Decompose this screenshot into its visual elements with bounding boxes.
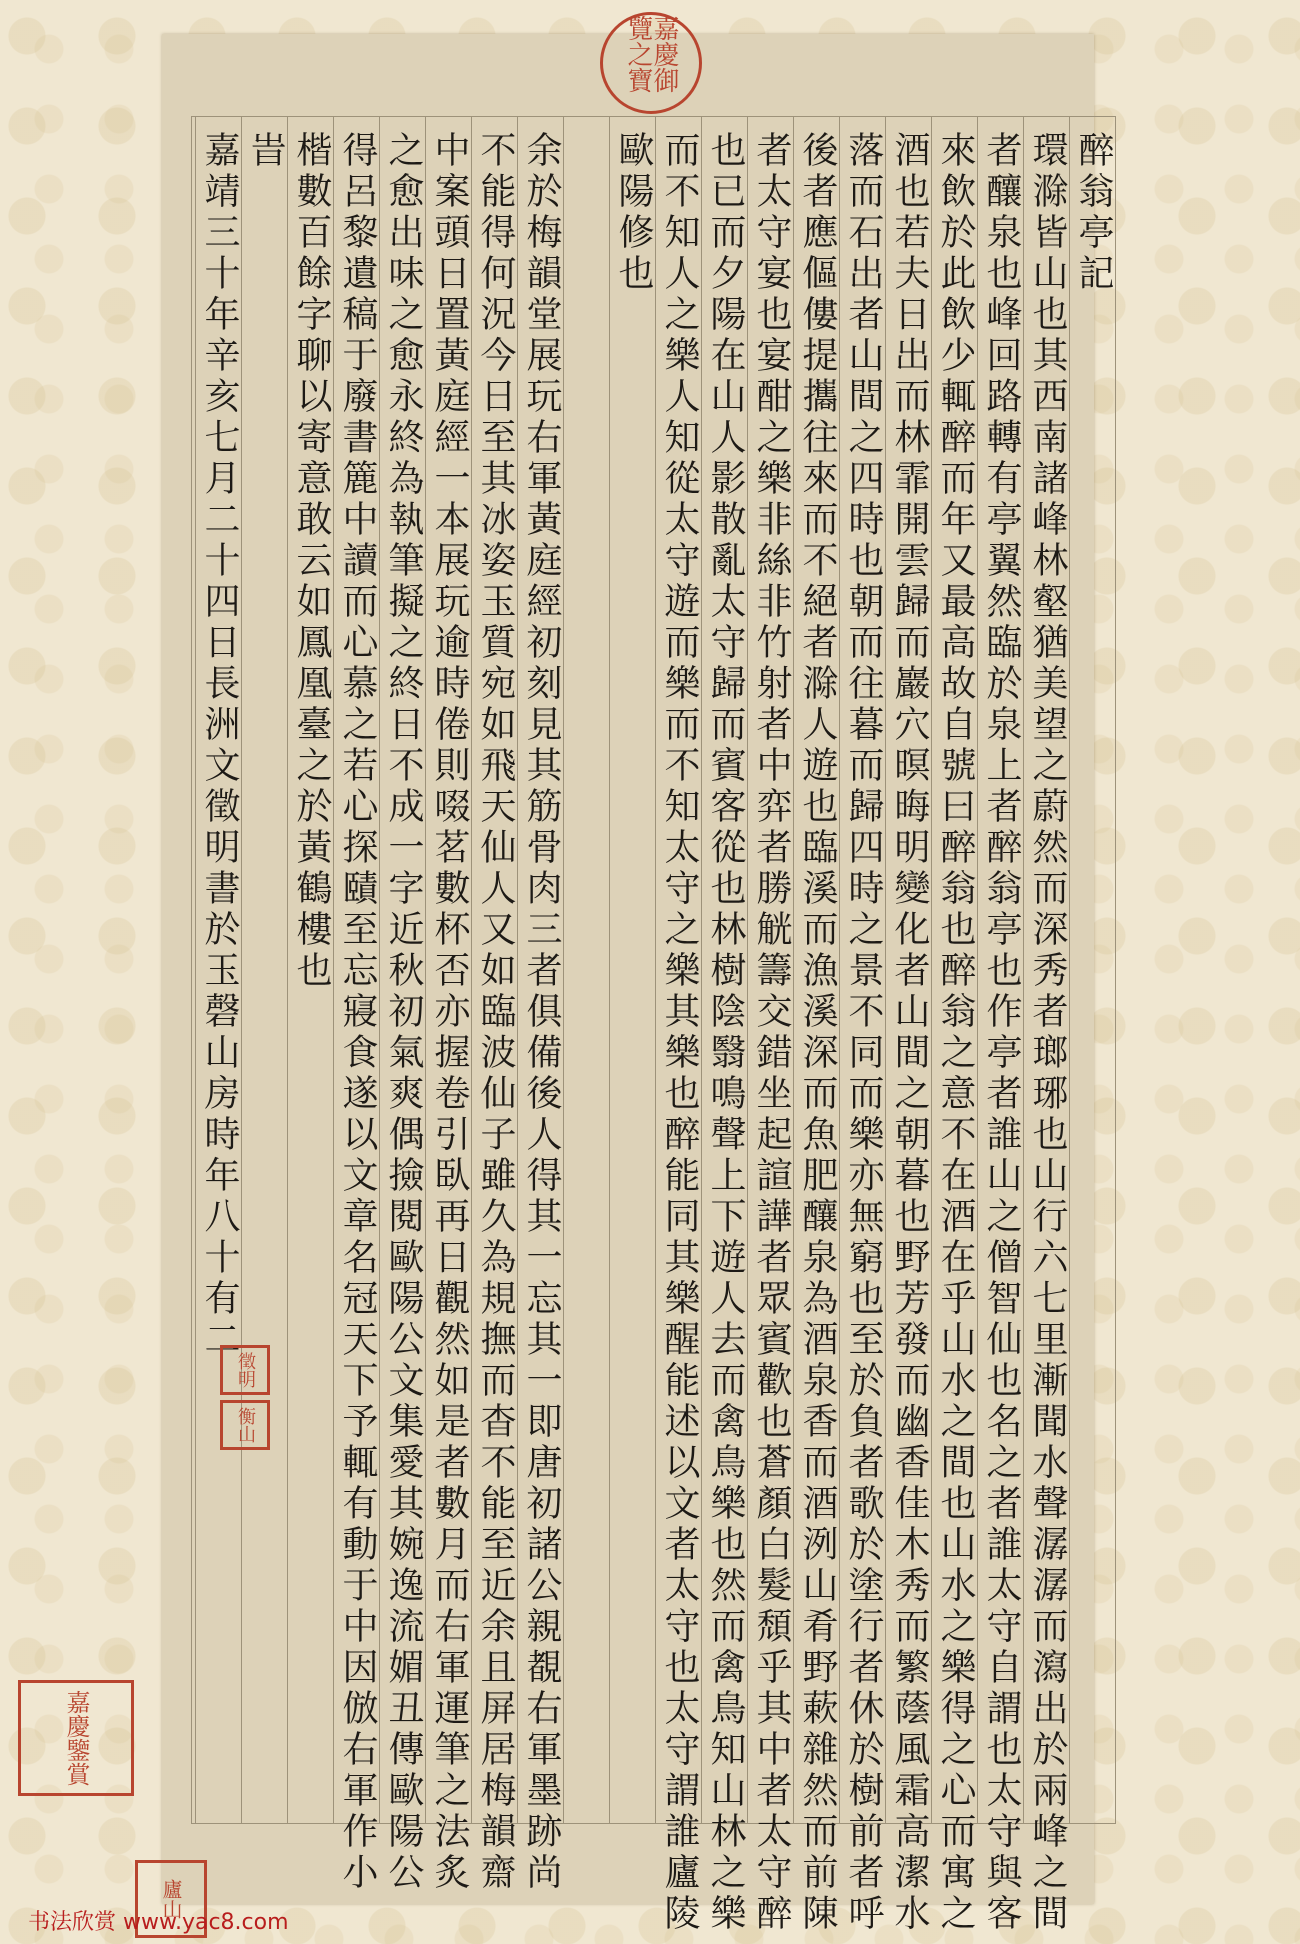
site-watermark: 书法欣赏 www.yac8.com <box>28 1910 289 1935</box>
text-column <box>977 117 1024 1935</box>
text-column <box>701 117 748 1935</box>
column-author: 歐陽修也 <box>613 131 654 295</box>
text-column <box>839 117 886 1935</box>
seal-text: 嘉慶御覽之寶 <box>623 15 679 93</box>
text-column <box>655 117 702 1935</box>
colophon-text: 楷數百餘字聊以寄意敢云如鳳凰臺之於黃鶴樓也 <box>291 131 332 992</box>
text-column <box>471 117 518 1894</box>
seal-text: 廬山 <box>159 1879 183 1919</box>
grid-sheet <box>191 116 1116 1935</box>
seal-text: 衡山 <box>235 1407 256 1443</box>
text-column <box>1069 117 1116 1823</box>
text-column <box>793 117 840 1935</box>
text-column <box>333 117 380 1894</box>
column-text: 落而石出者山間之四時也朝而往暮而歸四時之景不同而樂亦無窮也至於負者歌於塗行者休於樹前者呼 <box>843 131 884 1935</box>
collector-seal <box>18 1680 134 1796</box>
column-text: 環滁皆山也其西南諸峰林壑猶美望之蔚然而深秀者瑯琊也山行六七里漸聞水聲潺潺而瀉出於兩峰之間 <box>1027 131 1068 1935</box>
column-title: 醉翁亭記 <box>1073 131 1114 295</box>
date-mark: 旹 <box>245 131 286 172</box>
column-text: 來飲於此飲少輒醉而年又最高故自號曰醉翁也醉翁之意不在酒在乎山水之間也山水之樂得之心而寓之 <box>935 131 976 1935</box>
column-text: 也已而夕陽在山人影散亂太守歸而賓客從也林樹陰翳鳴聲上下遊人去而禽鳥樂也然而禽鳥知山林之樂 <box>705 131 746 1935</box>
text-column <box>195 117 242 1823</box>
column-text: 者太守宴也宴酣之樂非絲非竹射者中弈者勝觥籌交錯坐起諠譁者眾賓歡也蒼顏白髮頹乎其中者太守醉 <box>751 131 792 1935</box>
text-column <box>931 117 978 1935</box>
seal-text: 嘉慶鑒賞 <box>62 1690 90 1786</box>
text-column <box>609 117 656 1823</box>
text-column <box>241 117 288 1823</box>
column-text: 者釀泉也峰回路轉有亭翼然臨於泉上者醉翁亭也作亭者誰山之僧智仙也名之者誰太守自謂也太守與客 <box>981 131 1022 1935</box>
text-column <box>885 117 932 1935</box>
column-text: 酒也若夫日出而林霏開雲歸而巖穴暝晦明變化者山間之朝暮也野芳發而幽香佳木秀而繁蔭風霜高潔水 <box>889 131 930 1935</box>
colophon-text: 中案頭日置黃庭經一本展玩逾時倦則啜茗數杯否亦握卷引臥再日觀然如是者數月而右軍運筆之法炙 <box>429 131 470 1894</box>
text-column <box>563 117 610 1823</box>
column-text: 後者應傴僂提攜往來而不絕者滁人遊也臨溪而漁溪深而魚肥釀泉為酒泉香而酒洌山肴野蔌雜然而前陳 <box>797 131 838 1935</box>
colophon-text: 得呂黎遺稿于廢書簏中讀而心慕之若心探賾至忘寢食遂以文章名冠天下予輒有動于中因倣右軍作小 <box>337 131 378 1894</box>
signature-line: 嘉靖三十年辛亥七月二十四日長洲文徵明書於玉磬山房時年八十有二 <box>199 131 240 1361</box>
seal-text: 徵明 <box>235 1352 256 1388</box>
text-column <box>287 117 334 1823</box>
colophon-text: 之愈出味之愈永終為執筆擬之終日不成一字近秋初氣爽偶撿閱歐陽公文集愛其婉逸流媚丑傳歐陽公 <box>383 131 424 1894</box>
colophon-text: 不能得何況今日至其冰姿玉質宛如飛天仙人又如臨波仙子雖久為規撫而杳不能至近余且屏居梅韻齋 <box>475 131 516 1894</box>
text-column <box>379 117 426 1894</box>
text-column <box>1023 117 1070 1935</box>
colophon-text: 余於梅韻堂展玩右軍黃庭經初刻見其筋骨肉三者俱備後人得其一忘其一即唐初諸公親覩右軍墨跡尚 <box>521 131 562 1894</box>
column-text: 而不知人之樂人知從太守遊而樂而不知太守之樂其樂也醉能同其樂醒能述以文者太守也太守謂誰廬陵 <box>659 131 700 1935</box>
text-column <box>747 117 794 1935</box>
text-column <box>425 117 472 1894</box>
artist-seal-2 <box>220 1400 270 1450</box>
artist-seal-1 <box>220 1345 270 1395</box>
imperial-seal <box>600 12 702 114</box>
text-column <box>517 117 564 1894</box>
